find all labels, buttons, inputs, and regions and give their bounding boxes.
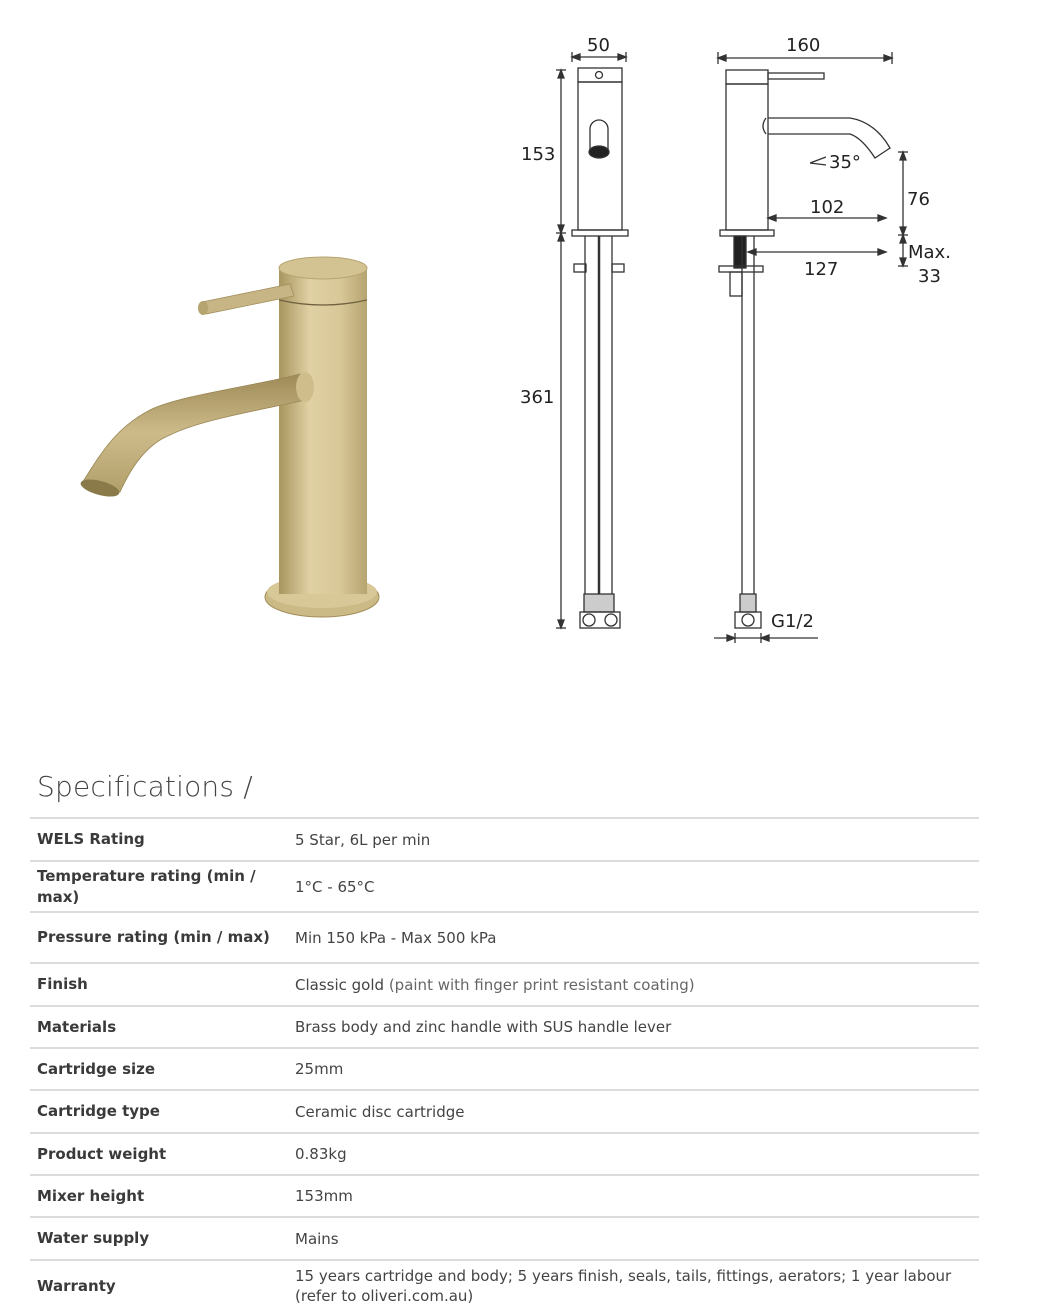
spec-value: Mains xyxy=(295,1229,339,1248)
thread-size-label: G1/2 xyxy=(771,611,814,632)
table-row xyxy=(30,913,979,964)
table-row xyxy=(30,1091,979,1134)
finish-value: Classic gold xyxy=(295,975,385,994)
spec-label: Cartridge type xyxy=(37,1102,160,1120)
spec-label: Finish xyxy=(37,975,88,993)
table-row xyxy=(30,1049,979,1091)
spec-value xyxy=(295,975,979,995)
spec-label: Mixer height xyxy=(37,1186,145,1205)
spec-value: Brass body and zinc handle with SUS handle lever xyxy=(295,1018,672,1036)
width-dimension-label: 50 xyxy=(587,35,610,56)
tail-length-dimension-label: 361 xyxy=(520,387,555,408)
table-row xyxy=(30,964,979,1007)
specifications-table xyxy=(30,817,979,1311)
specifications-heading: Specifications / xyxy=(37,770,253,803)
spec-label: Pressure rating (min / max) xyxy=(37,928,270,946)
spout-height-dimension-label: 76 xyxy=(907,189,930,210)
overall-length-dimension-label: 160 xyxy=(786,35,821,56)
table-row xyxy=(30,819,979,862)
table-row xyxy=(30,1134,979,1176)
spec-value: 1°C - 65°C xyxy=(295,877,375,896)
warranty-value: 15 years cartridge and body; 5 years finish, seals, tails, fittings, aerators; 1 year labour xyxy=(295,1267,952,1285)
spec-label: Materials xyxy=(37,1017,117,1036)
spec-label: Cartridge size xyxy=(37,1059,156,1078)
table-row xyxy=(30,1007,979,1049)
spec-value: 25mm xyxy=(295,1060,344,1078)
spec-label: Product weight xyxy=(37,1144,167,1163)
spec-label: WELS Rating xyxy=(37,830,145,848)
body-height-dimension-label: 153 xyxy=(521,144,556,165)
spec-value: 5 Star, 6L per min xyxy=(295,830,431,849)
reach-dimension-label: 127 xyxy=(804,259,839,280)
table-row xyxy=(30,862,979,913)
warranty-note: (refer to oliveri.com.au) xyxy=(295,1287,474,1305)
spec-value: Ceramic disc cartridge xyxy=(295,1102,465,1121)
spec-value xyxy=(295,1266,979,1306)
spec-value: 0.83kg xyxy=(295,1145,347,1163)
spec-label: Temperature rating (min / max) xyxy=(37,866,256,906)
max-label: Max. xyxy=(908,242,951,263)
spec-value: 153mm xyxy=(295,1187,353,1205)
max-value-label: 33 xyxy=(918,266,941,287)
table-row xyxy=(30,1218,979,1261)
spec-value: Min 150 kPa - Max 500 kPa xyxy=(295,928,497,947)
spout-angle-label: 35° xyxy=(829,152,861,173)
spout-reach-dimension-label: 102 xyxy=(810,197,845,218)
spec-label: Water supply xyxy=(37,1229,150,1247)
finish-note: (paint with finger print resistant coating) xyxy=(388,975,695,994)
technical-drawing xyxy=(500,0,1046,680)
spec-label: Warranty xyxy=(37,1276,116,1295)
table-row xyxy=(30,1176,979,1218)
faucet-product-image xyxy=(60,240,400,640)
